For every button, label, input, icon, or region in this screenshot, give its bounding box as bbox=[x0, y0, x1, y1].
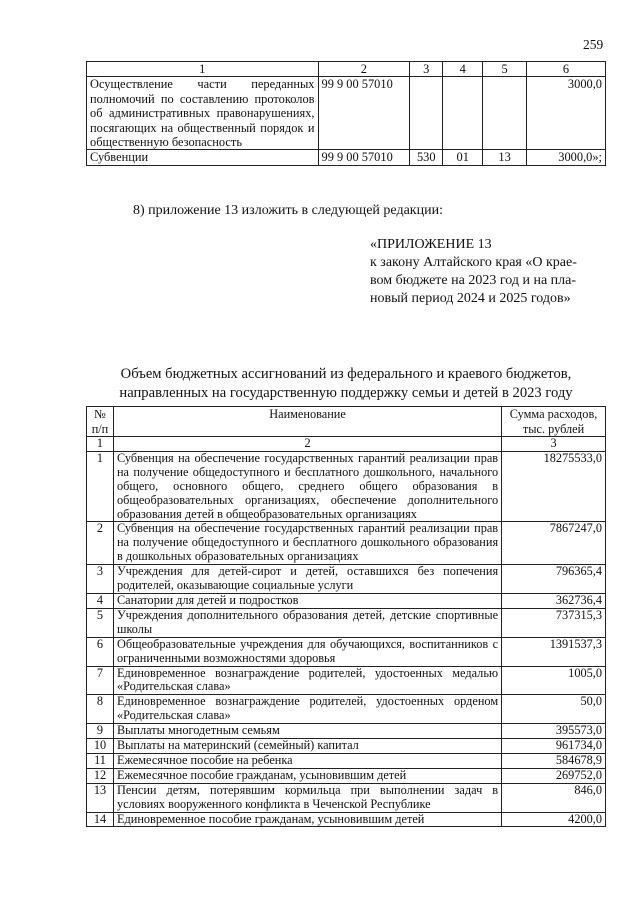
family-support-table bbox=[86, 406, 606, 827]
row-name: Субвенция на обеспечение государственных гарантий реализации прав на получение общедоступного и бесплатного дошкольного образования в дошкольных образовательных организациях bbox=[113, 522, 501, 565]
table-row bbox=[87, 695, 606, 724]
row-number: 1 bbox=[87, 451, 114, 522]
row-amount: 3000,0 bbox=[527, 77, 606, 150]
table-row bbox=[87, 565, 606, 594]
column-number-row bbox=[87, 62, 606, 77]
column-number: 1 bbox=[87, 62, 319, 77]
row-amount: 961734,0 bbox=[502, 739, 606, 754]
table-row bbox=[87, 739, 606, 754]
row-name: Выплаты многодетным семьям bbox=[113, 724, 501, 739]
appendix-header bbox=[370, 236, 606, 308]
header-sum: Сумма расходов, тыс. рублей bbox=[502, 407, 606, 437]
row-amount: 269752,0 bbox=[502, 768, 606, 783]
row-name: Пенсии детям, потерявшим кормильца при выполнении задач в условиях вооруженного конфликта в Чеченской Республике bbox=[113, 783, 501, 812]
row-amount: 3000,0»; bbox=[527, 150, 606, 165]
table-body bbox=[87, 451, 606, 827]
row-name: Субвенции bbox=[87, 150, 319, 165]
row-name: Учреждения дополнительного образования детей, детские спортивные школы bbox=[113, 608, 501, 637]
table-row bbox=[87, 451, 606, 522]
column-number: 6 bbox=[527, 62, 606, 77]
row-name: Ежемесячное пособие на ребенка bbox=[113, 753, 501, 768]
row-amount: 1391537,3 bbox=[502, 637, 606, 666]
row-amount: 7867247,0 bbox=[502, 522, 606, 565]
table-row bbox=[87, 637, 606, 666]
row-number: 3 bbox=[87, 565, 114, 594]
table-row bbox=[87, 724, 606, 739]
row-name: Выплаты на материнский (семейный) капитал bbox=[113, 739, 501, 754]
column-number: 3 bbox=[502, 437, 606, 452]
appendix-line: вом бюджете на 2023 год и на пла- bbox=[370, 273, 577, 288]
column-number: 5 bbox=[483, 62, 527, 77]
table-row bbox=[87, 150, 606, 165]
column-number: 2 bbox=[318, 62, 410, 77]
row-amount: 796365,4 bbox=[502, 565, 606, 594]
row-name: Единовременное пособие гражданам, усыновившим детей bbox=[113, 812, 501, 827]
row-amount: 50,0 bbox=[502, 695, 606, 724]
row-cell: 13 bbox=[483, 150, 527, 165]
row-cell bbox=[483, 77, 527, 150]
row-number: 4 bbox=[87, 593, 114, 608]
row-amount: 4200,0 bbox=[502, 812, 606, 827]
row-amount: 584678,9 bbox=[502, 753, 606, 768]
title-line: направленных на государственную поддержку семьи и детей в 2023 году bbox=[119, 384, 573, 401]
row-cell: 01 bbox=[443, 150, 483, 165]
table-row bbox=[87, 522, 606, 565]
row-amount: 18275533,0 bbox=[502, 451, 606, 522]
row-amount: 362736,4 bbox=[502, 593, 606, 608]
row-amount: 737315,3 bbox=[502, 608, 606, 637]
column-number: 3 bbox=[410, 62, 443, 77]
row-name: Единовременное вознаграждение родителей, удостоенных орденом «Родительская слава» bbox=[113, 695, 501, 724]
row-name: Субвенция на обеспечение государственных гарантий реализации прав на получение общедоступного и бесплатного дошкольного, начального общего, основного общего, среднего общего образования в общеобразовательных организациях, обеспечение дополнительного образования детей в общеобразовательных организациях bbox=[113, 451, 501, 522]
column-number-row bbox=[87, 437, 606, 452]
row-number: 7 bbox=[87, 666, 114, 695]
table-row bbox=[87, 593, 606, 608]
row-cell: 530 bbox=[410, 150, 443, 165]
appendix-line: к закону Алтайского края «О крае- bbox=[370, 255, 577, 270]
row-number: 11 bbox=[87, 753, 114, 768]
title-line: Объем бюджетных ассигнований из федерального и краевого бюджетов, bbox=[120, 366, 572, 382]
column-number: 4 bbox=[443, 62, 483, 77]
row-code: 99 9 00 57010 bbox=[318, 150, 410, 165]
row-cell bbox=[443, 77, 483, 150]
row-name: Единовременное вознаграждение родителей, удостоенных медалью «Родительская слава» bbox=[113, 666, 501, 695]
column-number: 1 bbox=[87, 437, 114, 452]
row-number: 13 bbox=[87, 783, 114, 812]
row-number: 12 bbox=[87, 768, 114, 783]
row-name: Осуществление части переданных полномочий по составлению протоколов об административных правонарушениях, посягающих на общественный порядок и общественную безопасность bbox=[87, 77, 319, 150]
row-amount: 1005,0 bbox=[502, 666, 606, 695]
row-amount: 395573,0 bbox=[502, 724, 606, 739]
row-number: 9 bbox=[87, 724, 114, 739]
table-row bbox=[87, 666, 606, 695]
table-row bbox=[87, 768, 606, 783]
row-amount: 846,0 bbox=[502, 783, 606, 812]
row-name: Учреждения для детей-сирот и детей, оставшихся без попечения родителей, оказывающие социальные услуги bbox=[113, 565, 501, 594]
table-row bbox=[87, 783, 606, 812]
row-number: 6 bbox=[87, 637, 114, 666]
row-name: Санатории для детей и подростков bbox=[113, 593, 501, 608]
row-cell bbox=[410, 77, 443, 150]
column-number: 2 bbox=[113, 437, 501, 452]
row-number: 2 bbox=[87, 522, 114, 565]
header-name: Наименование bbox=[113, 407, 501, 437]
row-number: 8 bbox=[87, 695, 114, 724]
row-name: Ежемесячное пособие гражданам, усыновившим детей bbox=[113, 768, 501, 783]
row-name: Общеобразовательные учреждения для обучающихся, воспитанников с ограниченными возможностями здоровья bbox=[113, 637, 501, 666]
row-code: 99 9 00 57010 bbox=[318, 77, 410, 150]
appendix-line: «ПРИЛОЖЕНИЕ 13 bbox=[370, 237, 492, 252]
appendix-line: новый период 2024 и 2025 годов» bbox=[370, 291, 571, 306]
table-header-row bbox=[87, 407, 606, 437]
page-number: 259 bbox=[583, 37, 604, 52]
table-row bbox=[87, 753, 606, 768]
budget-allocation-table-continued bbox=[86, 61, 606, 166]
header-number: № п/п bbox=[87, 407, 114, 437]
row-number: 10 bbox=[87, 739, 114, 754]
row-number: 14 bbox=[87, 812, 114, 827]
table-row bbox=[87, 608, 606, 637]
amendment-instruction: 8) приложение 13 изложить в следующей редакции: bbox=[133, 203, 443, 218]
table-row bbox=[87, 77, 606, 150]
table-row bbox=[87, 812, 606, 827]
row-number: 5 bbox=[87, 608, 114, 637]
document-title bbox=[86, 365, 606, 402]
